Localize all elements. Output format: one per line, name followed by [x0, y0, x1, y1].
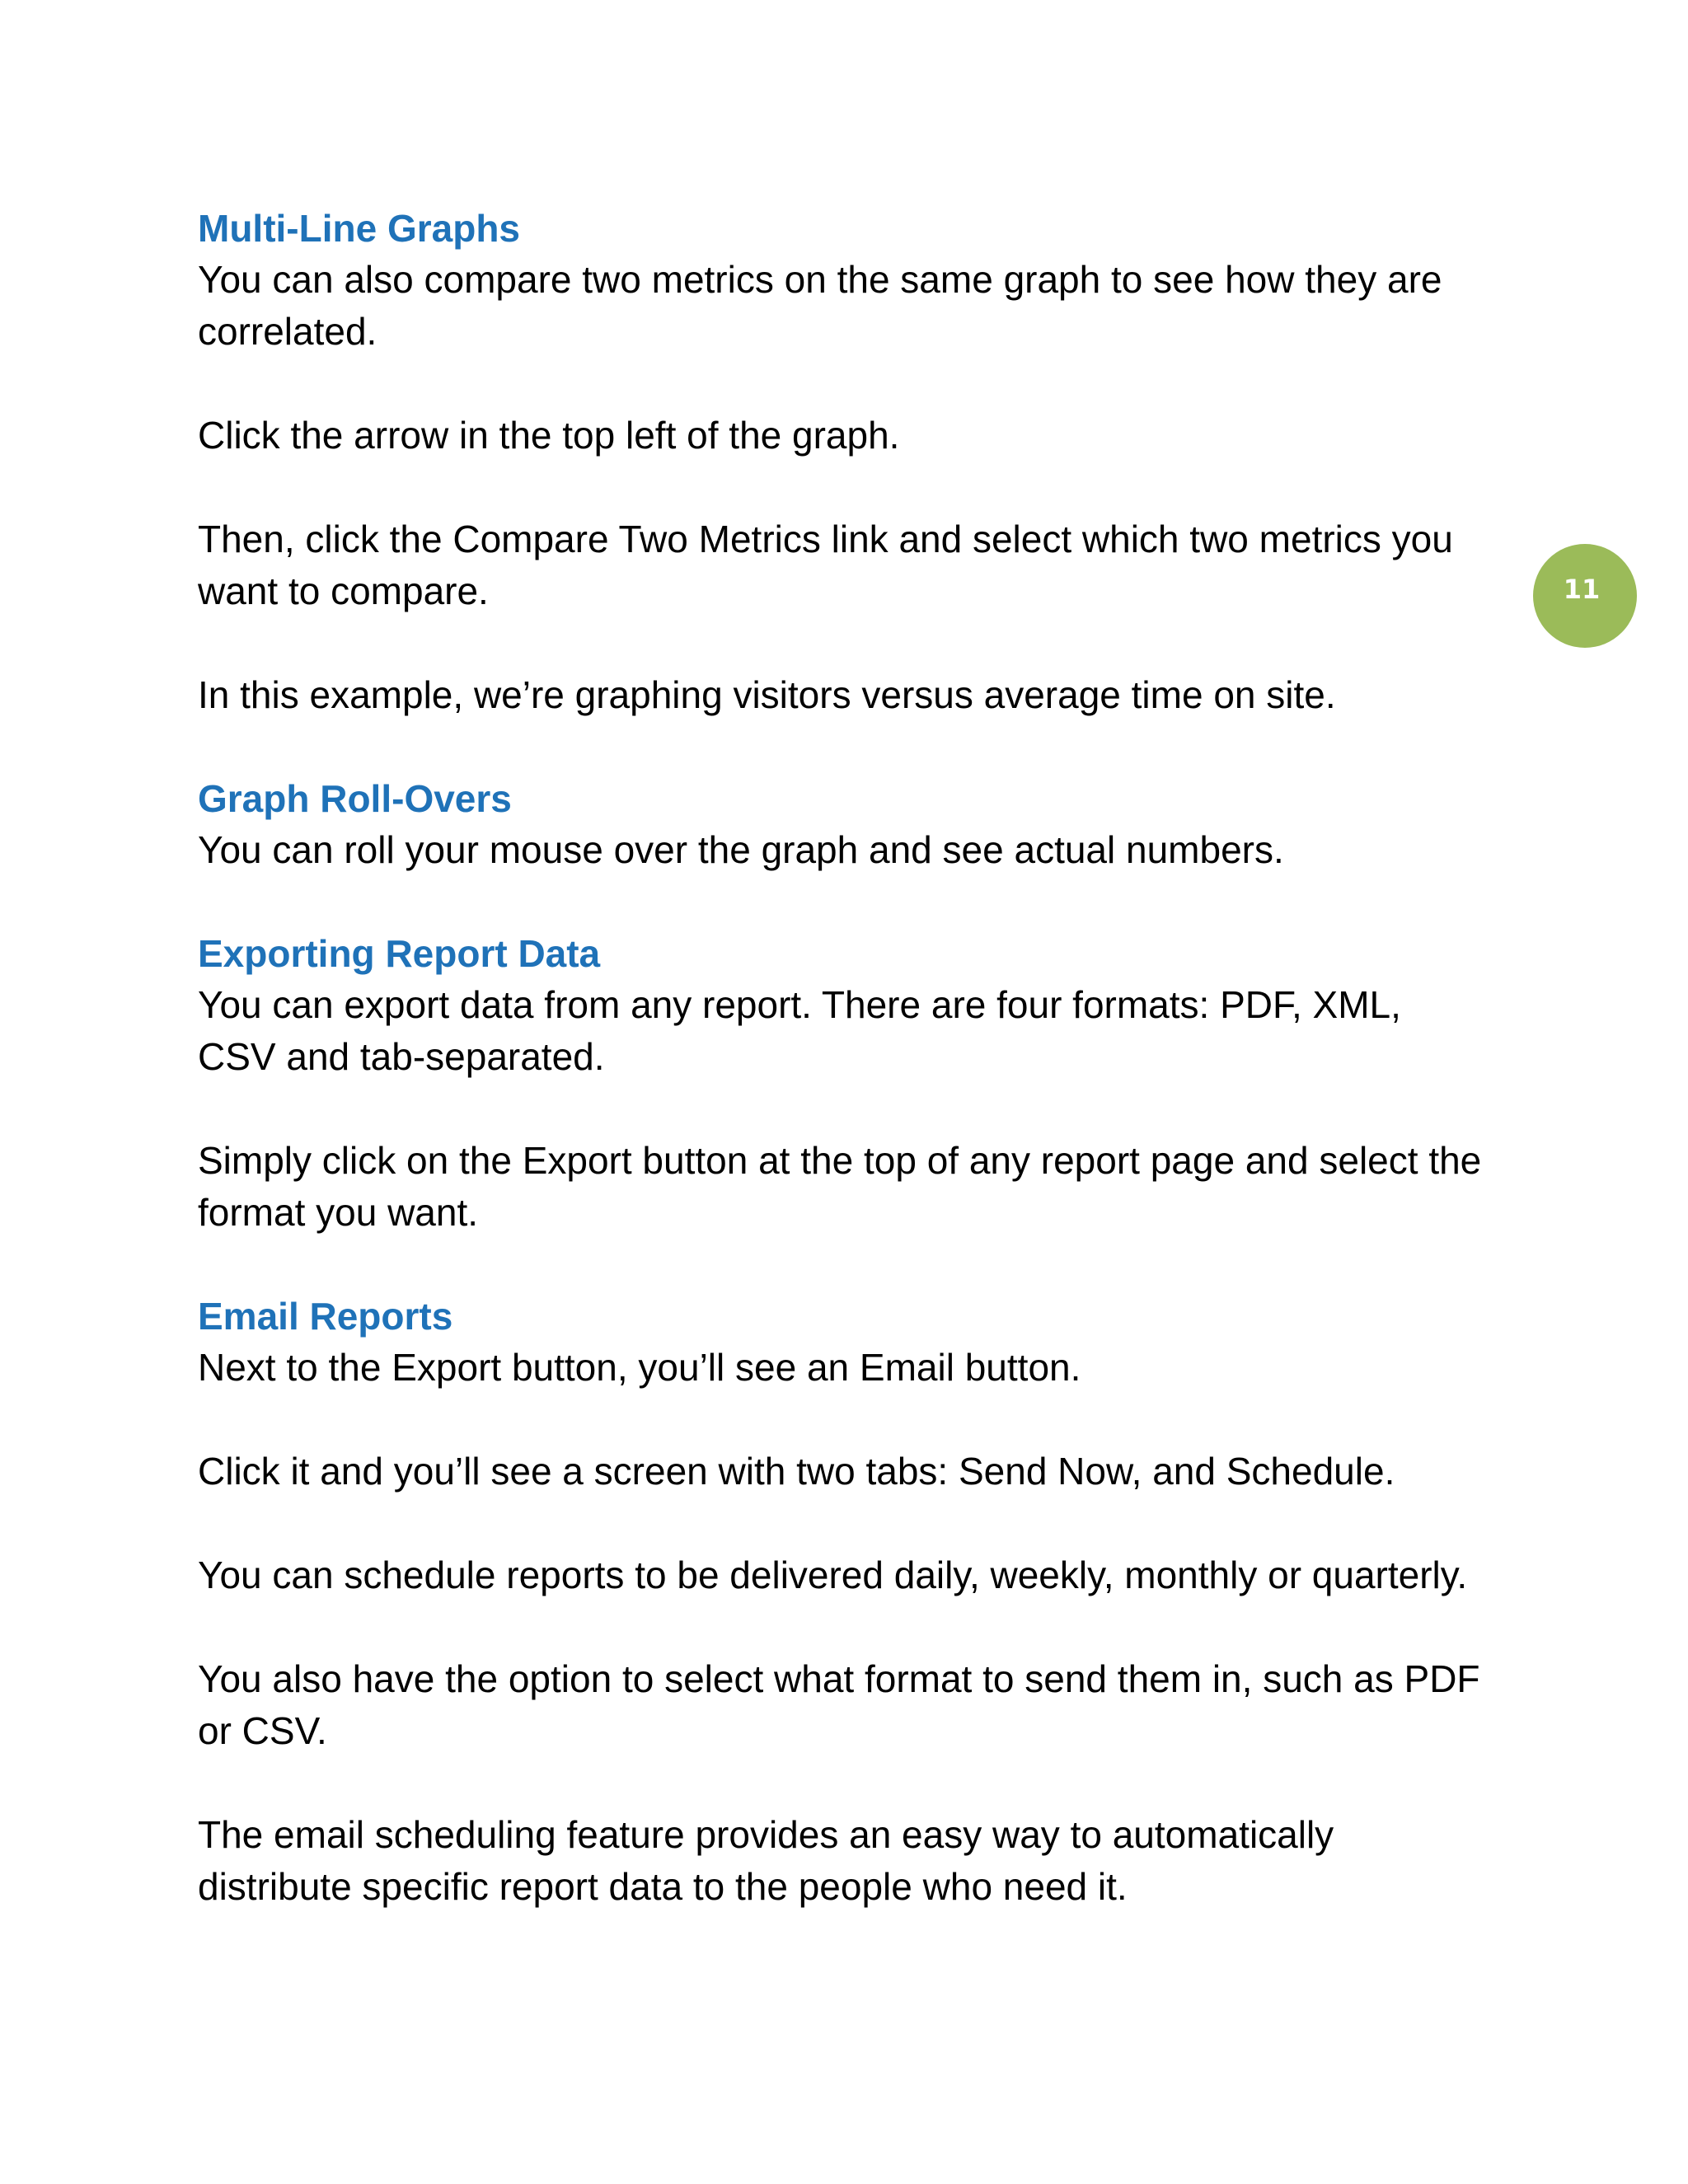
paragraph: Then, click the Compare Two Metrics link and select which two metrics you want to compare. — [198, 518, 1453, 612]
paragraph: You can roll your mouse over the graph and see actual numbers. — [198, 828, 1284, 871]
page-number: 11 — [1563, 574, 1601, 605]
paragraph: The email scheduling feature provides an easy way to automatically distribute specific report data to the people who need it. — [198, 1813, 1334, 1908]
section-heading-exporting-report-data: Exporting Report Data — [198, 932, 601, 975]
section-heading-email-reports: Email Reports — [198, 1295, 453, 1338]
paragraph: Click it and you’ll see a screen with two tabs: Send Now, and Schedule. — [198, 1450, 1395, 1493]
paragraph: You also have the option to select what format to send them in, such as PDF or CSV. — [198, 1657, 1480, 1752]
page-content — [198, 203, 1484, 1913]
paragraph: Next to the Export button, you’ll see an Email button. — [198, 1346, 1081, 1389]
paragraph: You can export data from any report. There are four formats: PDF, XML, CSV and tab-separated. — [198, 983, 1401, 1078]
paragraph: Simply click on the Export button at the top of any report page and select the format you want. — [198, 1139, 1482, 1234]
paragraph: In this example, we’re graphing visitors versus average time on site. — [198, 673, 1336, 716]
paragraph: You can also compare two metrics on the same graph to see how they are correlated. — [198, 258, 1442, 353]
section-heading-multi-line-graphs: Multi-Line Graphs — [198, 207, 520, 250]
paragraph: Click the arrow in the top left of the graph. — [198, 414, 900, 457]
section-heading-graph-roll-overs: Graph Roll-Overs — [198, 777, 512, 820]
page-number-badge — [1533, 544, 1637, 648]
paragraph: You can schedule reports to be delivered daily, weekly, monthly or quarterly. — [198, 1554, 1468, 1596]
